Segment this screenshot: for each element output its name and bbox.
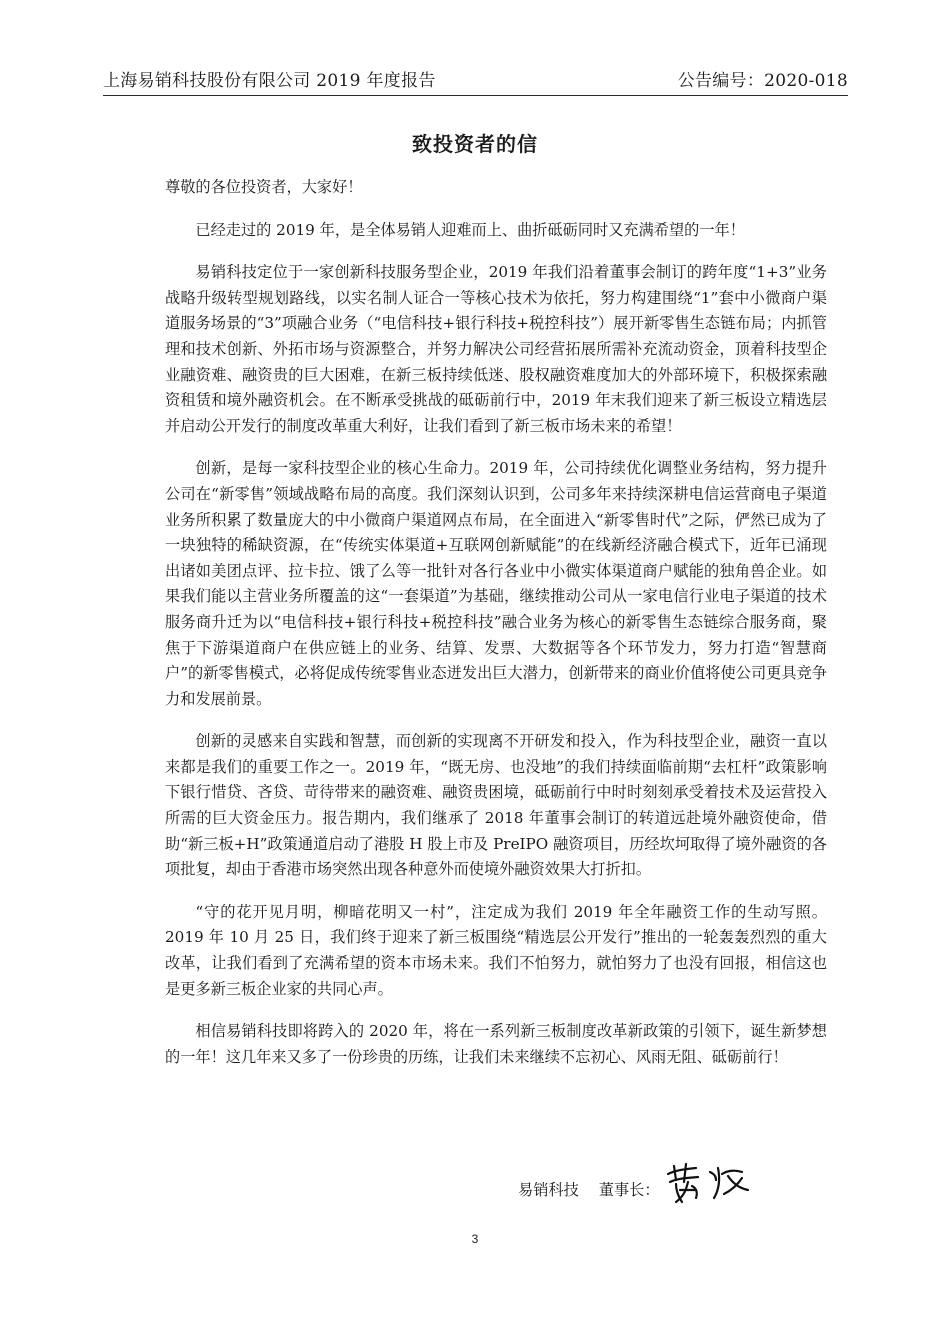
signoff-company: 易销科技 bbox=[518, 1180, 579, 1199]
letter-title: 致投资者的信 bbox=[412, 132, 538, 156]
paragraph-1: 已经走过的 2019 年，是全体易销人迎难而上、曲折砥砺同时又充满希望的一年！ bbox=[195, 220, 745, 239]
header-company-report: 上海易销科技股份有限公司 2019 年度报告 bbox=[103, 71, 436, 91]
page-number: 3 bbox=[471, 1232, 479, 1246]
header-announcement-number: 公告编号：2020-018 bbox=[677, 71, 848, 91]
signoff-chairman-label: 董事长： bbox=[598, 1180, 660, 1199]
page-header bbox=[103, 66, 848, 92]
letter-body bbox=[165, 175, 827, 1087]
handwritten-signature bbox=[662, 1160, 754, 1204]
greeting: 尊敬的各位投资者，大家好！ bbox=[165, 178, 363, 196]
header-divider bbox=[103, 95, 848, 96]
signoff bbox=[518, 1174, 754, 1204]
paragraph-3: 创新，是每一家科技型企业的核心生命力。2019 年，公司持续优化调整业务结构，努力提升公司在“新零售”领域战略布局的高度。我们深刻认识到，公司多年来持续深耕电信运营商电子渠道业务所积累了数量庞大的中小微商户渠道网点布局，在全面进入“新零售时代”之际，俨然已成为了一块独特的稀缺资源，在“传统实体渠道+互联网创新赋能”的在线新经济融合模式下，近年已涌现出诸如美团点评、拉卡拉、饿了么等一批针对各行各业中小微实体渠道商户赋能的独角兽企业。如果我们能以主营业务所覆盖的这“一套渠道”为基础，继续推动公司从一家电信行业电子渠道的技术服务商升迁为以“电信科技+银行科技+税控科技”融合业务为核心的新零售生态链综合服务商，聚焦于下游渠道商户在供应链上的业务、结算、发票、大数据等各个环节发力，努力打造“智慧商户”的新零售模式，必将促成传统零售业态迸发出巨大潜力，创新带来的商业价值将使公司更具竞争力和发展前景。 bbox=[165, 459, 827, 708]
paragraph-6: 相信易销科技即将跨入的 2020 年，将在一系列新三板制度改革新政策的引领下，诞生新梦想的一年！这几年来又多了一份珍贵的历练，让我们未来继续不忘初心、风雨无阻、砥砺前行！ bbox=[165, 1022, 827, 1066]
paragraph-4: 创新的灵感来自实践和智慧，而创新的实现离不开研发和投入，作为科技型企业，融资一直以来都是我们的重要工作之一。2019 年，“既无房、也没地”的我们持续面临前期“去杠杆”政策影响下银行惜贷、吝贷、苛待带来的融资难、融资贵困境，砥砺前行中时时刻刻承受着技术及运营投入所需的巨大资金压力。报告期内，我们继承了 2018 年董事会制订的转道远赴境外融资使命，借助“新三板+H”政策通道启动了港股 H 股上市及 PreIPO 融资项目，历经坎坷取得了境外融资的各项批复，却由于香港市场突然出现各种意外而使境外融资效果大打折扣。 bbox=[165, 732, 827, 879]
paragraph-2: 易销科技定位于一家创新科技服务型企业，2019 年我们沿着董事会制订的跨年度“1+3”业务战略升级转型规划路线，以实名制人证合一等核心技术为依托，努力构建围绕“1”套中小微商户渠道服务场景的“3”项融合业务（“电信科技+银行科技+税控科技”）展开新零售生态链布局；内抓管理和技术创新、外拓市场与资源整合，并努力解决公司经营拓展所需补充流动资金，顶着科技型企业融资难、融资贵的巨大困难，在新三板持续低迷、股权融资难度加大的外部环境下，积极探索融资租赁和境外融资机会。在不断承受挑战的砥砺前行中，2019 年末我们迎来了新三板设立精选层并启动公开发行的制度改革重大利好，让我们看到了新三板市场未来的希望！ bbox=[165, 263, 827, 435]
paragraph-5: “守的花开见月明，柳暗花明又一村”，注定成为我们 2019 年全年融资工作的生动写照。2019 年 10 月 25 日，我们终于迎来了新三板围绕“精选层公开发行”推出的一轮轰轰烈烈的重大改革，让我们看到了充满希望的资本市场未来。我们不怕努力，就怕努力了也没有回报，相信这也是更多新三板企业家的共同心声。 bbox=[165, 902, 827, 998]
